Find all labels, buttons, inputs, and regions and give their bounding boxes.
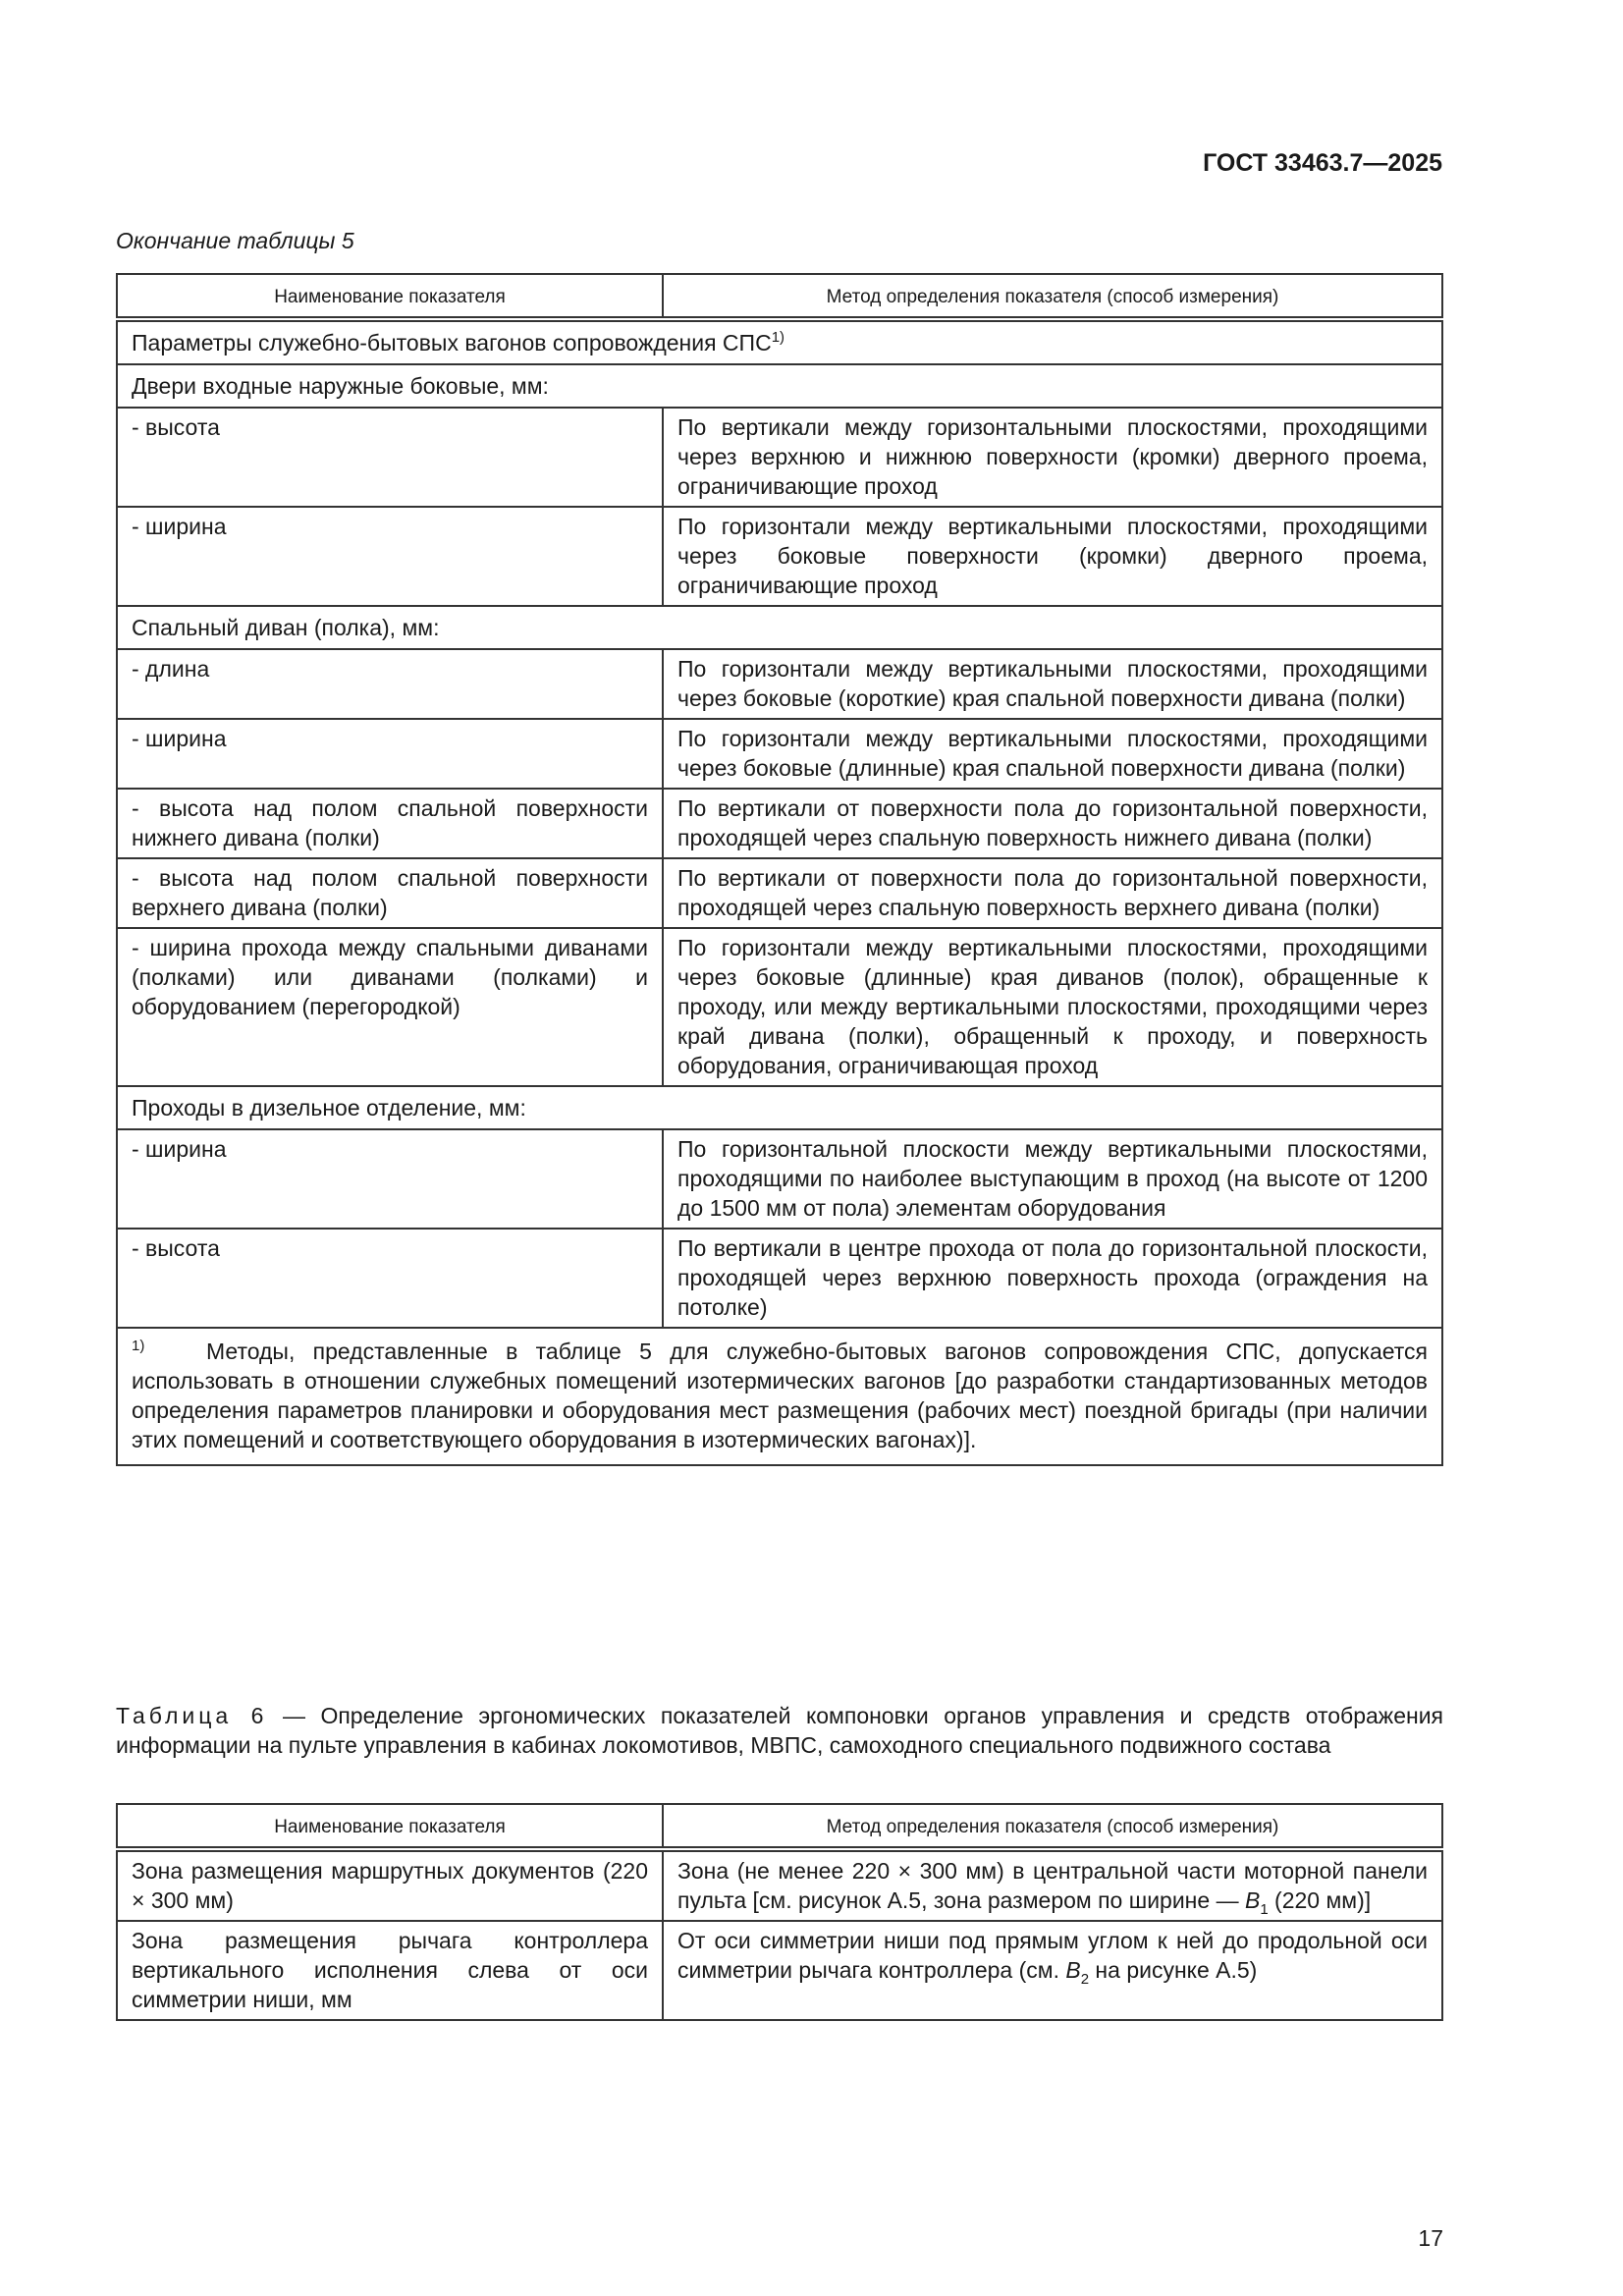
page-number: 17 <box>1418 2225 1443 2251</box>
footnote-ref: 1) <box>771 329 785 346</box>
measurement-method: По вертикали от поверхности пола до горизонтальной поверхности, проходящей через спальную поверхность верхнего дивана (полки) <box>663 858 1442 928</box>
table-row <box>117 858 1442 928</box>
section-title: Параметры служебно-бытовых вагонов сопровождения СПС <box>132 330 772 355</box>
group-row <box>117 1086 1442 1129</box>
footnote-cell <box>117 1328 1442 1465</box>
table-6-title: — Определение эргономических показателей компоновки органов управления и средств отображения информации на пульте управления в кабинах локомотивов, МВПС, самоходного специального подвижного состава <box>116 1703 1443 1758</box>
indicator-name: Зона размещения маршрутных документов (220 × 300 мм) <box>117 1849 663 1921</box>
indicator-name: - ширина прохода между спальными диванами (полками) или диванами (полками) и оборудованием (перегородкой) <box>117 928 663 1086</box>
section-title-cell <box>117 319 1442 364</box>
table-row <box>117 789 1442 858</box>
group-title: Проходы в дизельное отделение, мм: <box>117 1086 1442 1129</box>
group-row <box>117 364 1442 408</box>
measurement-method: По горизонтали между вертикальными плоскостями, проходящими через боковые (длинные) края диванов (полок), обращенные к проходу, или между вертикальными плоскостями, проходящими через край дивана (полки), обращенный к проходу, и поверхность оборудования, ограничивающая проход <box>663 928 1442 1086</box>
table-6-caption <box>116 1701 1443 1760</box>
table-row <box>117 719 1442 789</box>
column-header-method: Метод определения показателя (способ измерения) <box>663 1804 1442 1849</box>
table-6 <box>116 1803 1443 2021</box>
group-row <box>117 606 1442 649</box>
indicator-name: - ширина <box>117 719 663 789</box>
measurement-method: По горизонтали между вертикальными плоскостями, проходящими через боковые поверхности (кромки) дверного проема, ограничивающие проход <box>663 507 1442 606</box>
measurement-method: По вертикали между горизонтальными плоскостями, проходящими через верхнюю и нижнюю поверхности (кромки) дверного проема, ограничивающие проход <box>663 408 1442 507</box>
footnote-text: Методы, представленные в таблице 5 для служебно-бытовых вагонов сопровождения СПС, допускается использовать в отношении служебных помещений изотермических вагонов [до разработки стандартизованных методов определения параметров планировки и оборудования мест размещения (рабочих мест) поездной бригады (при наличии этих помещений и соответствующего оборудования в изотермических вагонах)]. <box>132 1339 1428 1452</box>
table-6-label: Таблица 6 <box>116 1703 268 1728</box>
section-row <box>117 319 1442 364</box>
table-row <box>117 1849 1442 1921</box>
indicator-name: - ширина <box>117 1129 663 1229</box>
table-row <box>117 1921 1442 2020</box>
column-header-name: Наименование показателя <box>117 1804 663 1849</box>
indicator-name: - высота над полом спальной поверхности нижнего дивана (полки) <box>117 789 663 858</box>
indicator-name: - длина <box>117 649 663 719</box>
table-row <box>117 507 1442 606</box>
column-header-method: Метод определения показателя (способ измерения) <box>663 274 1442 319</box>
measurement-method: По вертикали от поверхности пола до горизонтальной поверхности, проходящей через спальную поверхность нижнего дивана (полки) <box>663 789 1442 858</box>
indicator-name: - ширина <box>117 507 663 606</box>
indicator-name: - высота <box>117 1229 663 1328</box>
table-row <box>117 1229 1442 1328</box>
measurement-method: Зона (не менее 220 × 300 мм) в центральной части моторной панели пульта [см. рисунок А.5, зона размером по ширине — $B_1$ (220 мм)] <box>663 1849 1442 1921</box>
indicator-name: Зона размещения рычага контроллера вертикального исполнения слева от оси симметрии ниши, мм <box>117 1921 663 2020</box>
document-code: ГОСТ 33463.7—2025 <box>1203 149 1442 177</box>
footnote-marker: 1) <box>132 1338 145 1354</box>
measurement-method: По горизонтали между вертикальными плоскостями, проходящими через боковые (короткие) края спальной поверхности дивана (полки) <box>663 649 1442 719</box>
indicator-name: - высота <box>117 408 663 507</box>
group-title: Двери входные наружные боковые, мм: <box>117 364 1442 408</box>
table-row <box>117 649 1442 719</box>
table-row <box>117 928 1442 1086</box>
group-title: Спальный диван (полка), мм: <box>117 606 1442 649</box>
measurement-method: По горизонтальной плоскости между вертикальными плоскостями, проходящими по наиболее выступающим в проход (на высоте от 1200 до 1500 мм от пола) элементам оборудования <box>663 1129 1442 1229</box>
footnote-row <box>117 1328 1442 1465</box>
indicator-name: - высота над полом спальной поверхности верхнего дивана (полки) <box>117 858 663 928</box>
table-row <box>117 408 1442 507</box>
table-row <box>117 1129 1442 1229</box>
measurement-method: По горизонтали между вертикальными плоскостями, проходящими через боковые (длинные) края спальной поверхности дивана (полки) <box>663 719 1442 789</box>
table-continuation-label: Окончание таблицы 5 <box>116 228 354 253</box>
table-5 <box>116 273 1443 1466</box>
measurement-method: От оси симметрии ниши под прямым углом к ней до продольной оси симметрии рычага контроллера (см. $B_2$ на рисунке А.5) <box>663 1921 1442 2020</box>
table-header-row <box>117 1804 1442 1849</box>
measurement-method: По вертикали в центре прохода от пола до горизонтальной плоскости, проходящей через верхнюю поверхность прохода (ограждения на потолке) <box>663 1229 1442 1328</box>
table-header-row <box>117 274 1442 319</box>
column-header-name: Наименование показателя <box>117 274 663 319</box>
